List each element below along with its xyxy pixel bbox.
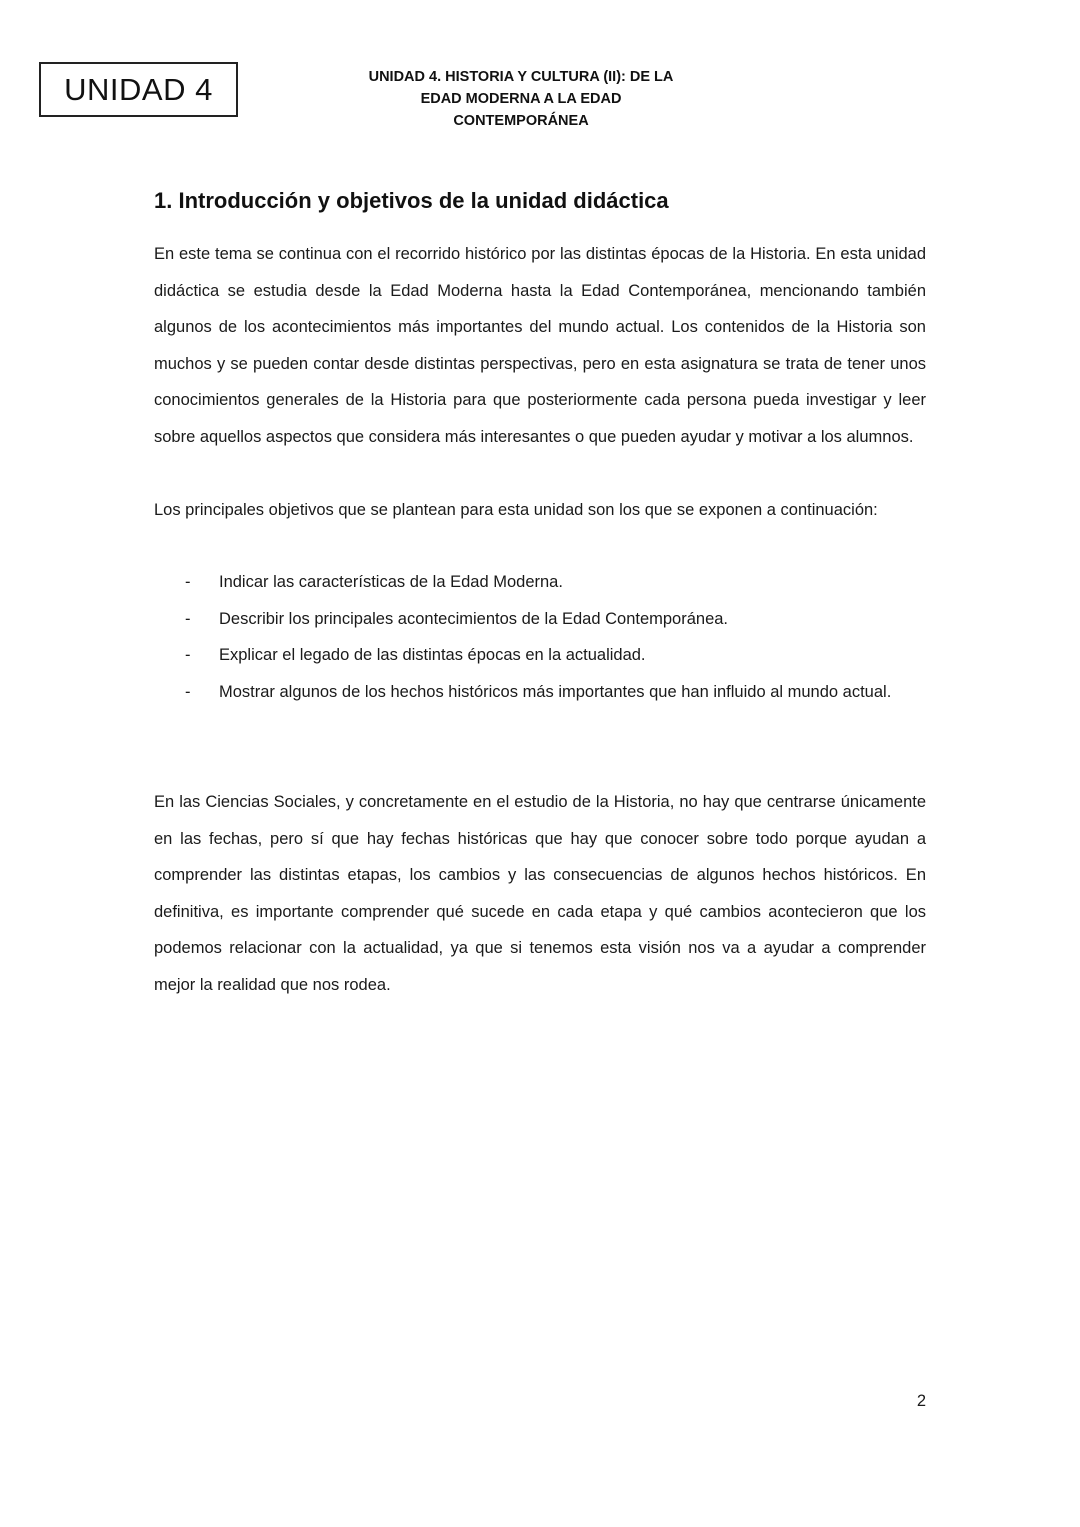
bullet-dash: - bbox=[185, 682, 191, 701]
header-title-line-1: UNIDAD 4. HISTORIA Y CULTURA (II): DE LA bbox=[368, 69, 674, 85]
closing-paragraph: En las Ciencias Sociales, y concretamente en el estudio de la Historia, no hay que centrarse únicamente en las fechas, pero sí que hay fechas históricas que hay que conocer sobre todo porque ayudan a comprender las distintas etapas, los cambios y las consecuencias de algunos hechos históricos. En definitiva, es importante comprender qué sucede en cada etapa y qué cambios acontecieron que los podemos relacionar con la actualidad, ya que si tenemos esta visión nos va a ayudar a comprender mejor la realidad que nos rodea. bbox=[154, 793, 926, 994]
section-heading: 1. Introducción y objetivos de la unidad didáctica bbox=[154, 188, 669, 213]
header-title-line-3: CONTEMPORÁNEA bbox=[453, 113, 589, 129]
unit-label-box: UNIDAD 4 bbox=[39, 62, 238, 117]
objective-text: Explicar el legado de las distintas épocas en la actualidad. bbox=[219, 646, 646, 665]
bullet-dash: - bbox=[185, 573, 191, 591]
list-item bbox=[154, 674, 926, 711]
bullet-dash: - bbox=[185, 609, 191, 628]
intro-paragraph: En este tema se continua con el recorrido histórico por las distintas épocas de la Historia. En esta unidad didáctica se estudia desde la Edad Moderna hasta la Edad Contemporánea, mencionando también algunos de los acontecimientos más importantes del mundo actual. Los contenidos de la Historia son muchos y se pueden contar desde distintas perspectivas, pero en esta asignatura se trata de tener unos conocimientos generales de la Historia para que posteriormente cada persona pueda investigar y leer sobre aquellos aspectos que considera más interesantes o que pueden ayudar y motivar a los alumnos. bbox=[154, 245, 926, 446]
list-item bbox=[154, 564, 926, 601]
objective-text: Indicar las características de la Edad Moderna. bbox=[219, 573, 563, 591]
objective-text: Mostrar algunos de los hechos históricos más importantes que han influido al mundo actual. bbox=[219, 682, 892, 701]
header-title-line-2: EDAD MODERNA A LA EDAD bbox=[420, 91, 622, 107]
list-item bbox=[154, 601, 926, 638]
running-header-title bbox=[340, 66, 702, 132]
objective-text: Describir los principales acontecimientos de la Edad Contemporánea. bbox=[219, 609, 729, 628]
page-number: 2 bbox=[916, 1392, 926, 1410]
bullet-dash: - bbox=[185, 646, 191, 665]
objectives-intro: Los principales objetivos que se plantean para esta unidad son los que se exponen a continuación: bbox=[154, 501, 878, 519]
objectives-list bbox=[154, 564, 926, 710]
list-item bbox=[154, 637, 926, 674]
